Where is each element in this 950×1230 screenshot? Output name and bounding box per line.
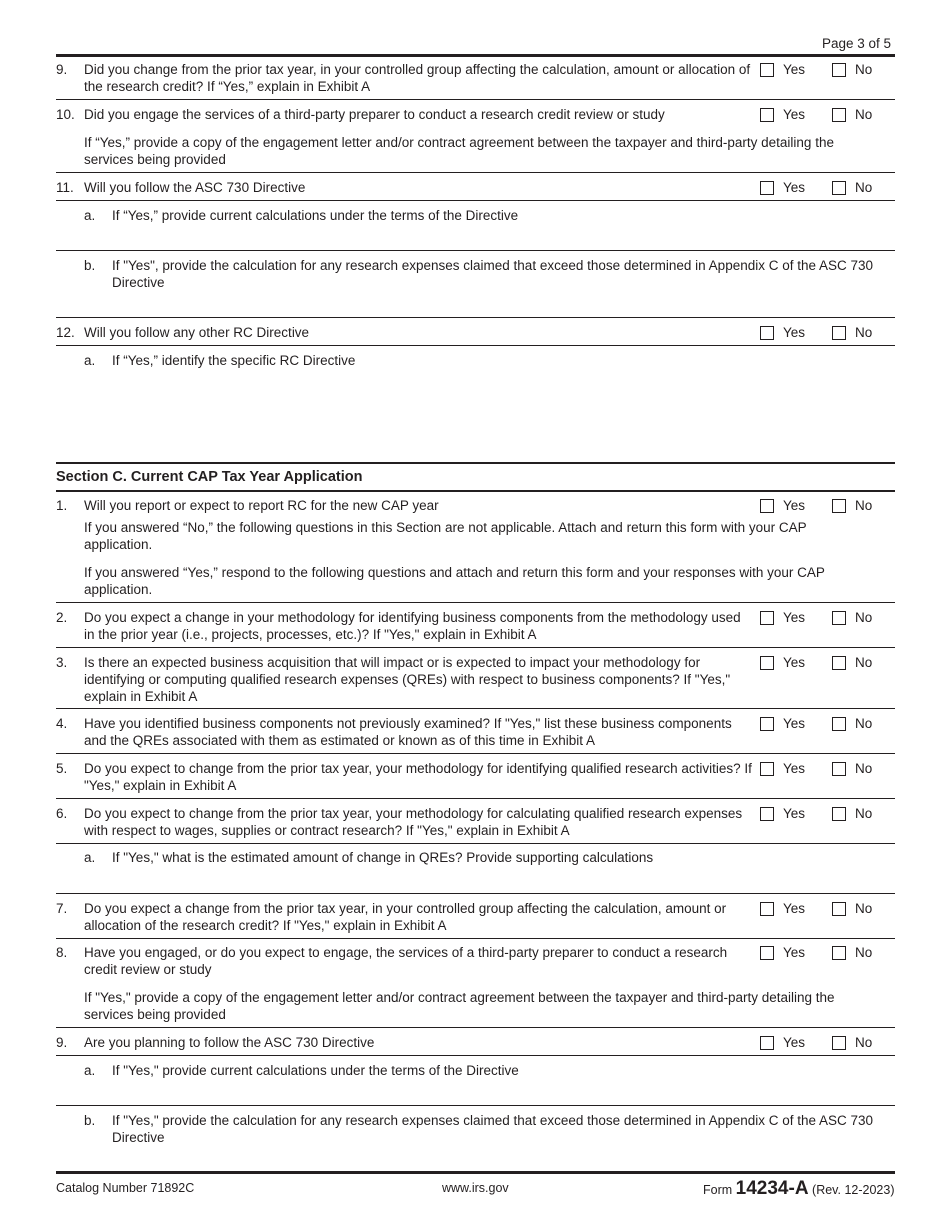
no-checkbox[interactable] [832, 902, 846, 916]
divider [56, 1105, 895, 1106]
yes-label: Yes [783, 806, 806, 821]
no-checkbox[interactable] [832, 181, 846, 195]
yes-no-group [760, 61, 895, 78]
yes-no-group [760, 900, 895, 917]
divider [56, 647, 895, 648]
yes-checkbox[interactable] [760, 762, 774, 776]
divider [56, 1027, 895, 1028]
divider [56, 798, 895, 799]
sub-question-letter: b. [84, 258, 96, 273]
question-number: 12. [56, 325, 75, 340]
yes-checkbox[interactable] [760, 807, 774, 821]
divider [56, 843, 895, 844]
question-number: 8. [56, 945, 68, 960]
question-number: 7. [56, 901, 68, 916]
no-checkbox[interactable] [832, 326, 846, 340]
question-note: If you answered “No,” the following questions in this Section are not applicable. Attach and return this form with your CAP application. [84, 520, 807, 552]
no-checkbox[interactable] [832, 499, 846, 513]
yes-label: Yes [783, 716, 806, 731]
no-checkbox[interactable] [832, 63, 846, 77]
question-text: Is there an expected business acquisition that will impact or is expected to impact your methodology for identifying or computing qualified research expenses (QREs) with respect to business components? If "Yes," explain in Exhibit A [84, 655, 731, 704]
yes-label: Yes [783, 107, 806, 122]
no-label: No [855, 610, 873, 625]
question-number: 9. [56, 1035, 68, 1050]
divider [56, 172, 895, 173]
divider [56, 602, 895, 603]
yes-checkbox[interactable] [760, 946, 774, 960]
question-text: Will you report or expect to report RC for the new CAP year [84, 498, 439, 513]
no-label: No [855, 716, 873, 731]
form-number: 14234-A [735, 1178, 809, 1199]
section-title: Section C. Current CAP Tax Year Application [56, 469, 363, 485]
yes-label: Yes [783, 180, 806, 195]
yes-no-group [760, 760, 895, 777]
no-checkbox[interactable] [832, 717, 846, 731]
question-text: Do you expect to change from the prior tax year, your methodology for calculating qualified research expenses with respect to wages, supplies or contract research? If "Yes," explain in Exhibit A [84, 806, 743, 838]
question-text: Did you engage the services of a third-party preparer to conduct a research credit review or study [84, 107, 665, 122]
yes-no-group [760, 609, 895, 626]
no-label: No [855, 180, 873, 195]
yes-no-group [760, 715, 895, 732]
no-label: No [855, 1035, 873, 1050]
question-note: If you answered “Yes,” respond to the following questions and attach and return this form and your responses with your CAP application. [84, 565, 825, 597]
yes-label: Yes [783, 761, 806, 776]
question-number: 5. [56, 761, 68, 776]
question-text: Are you planning to follow the ASC 730 Directive [84, 1035, 375, 1050]
yes-label: Yes [783, 610, 806, 625]
sub-question-text: If “Yes,” provide current calculations under the terms of the Directive [112, 208, 519, 223]
yes-checkbox[interactable] [760, 902, 774, 916]
no-checkbox[interactable] [832, 762, 846, 776]
yes-label: Yes [783, 498, 806, 513]
question-text: Do you expect to change from the prior tax year, your methodology for identifying qualified research activities? If "Yes," explain in Exhibit A [84, 761, 752, 793]
no-checkbox[interactable] [832, 807, 846, 821]
form-identifier [703, 1180, 894, 1199]
divider [56, 938, 895, 939]
yes-no-group [760, 805, 895, 822]
no-checkbox[interactable] [832, 946, 846, 960]
question-text: Have you identified business components not previously examined? If "Yes," list these business components and the QREs associated with them as estimated or known as of this time in Exhibit A [84, 716, 732, 748]
question-text: Have you engaged, or do you expect to engage, the services of a third-party preparer to conduct a research credit review or study [84, 945, 728, 977]
yes-checkbox[interactable] [760, 611, 774, 625]
yes-label: Yes [783, 655, 806, 670]
question-text: Do you expect a change from the prior tax year, in your controlled group affecting the calculation, amount or allocation of the research credit? If "Yes," explain in Exhibit A [84, 901, 727, 933]
no-label: No [855, 62, 873, 77]
sub-question-text: If “Yes,” identify the specific RC Directive [112, 353, 356, 368]
no-label: No [855, 107, 873, 122]
question-number: 9. [56, 62, 68, 77]
footer-rule [56, 1171, 895, 1174]
question-text: Will you follow the ASC 730 Directive [84, 180, 306, 195]
divider [56, 753, 895, 754]
catalog-number: Catalog Number 71892C [56, 1181, 195, 1195]
section-rule [56, 462, 895, 464]
yes-no-group [760, 654, 895, 671]
page-number: Page 3 of 5 [822, 36, 892, 51]
sub-question-text: If "Yes," provide the calculation for any research expenses claimed that exceed those determined in Appendix C of the ASC 730 Directive [112, 1113, 874, 1145]
question-note: If "Yes," provide a copy of the engagement letter and/or contract agreement between the taxpayer and third-party detailing the services being provided [84, 990, 835, 1022]
question-text: Did you change from the prior tax year, in your controlled group affecting the calculation, amount or allocation of the research credit? If “Yes,” explain in Exhibit A [84, 62, 751, 94]
divider [56, 893, 895, 894]
sub-question-text: If "Yes", provide the calculation for any research expenses claimed that exceed those determined in Appendix C of the ASC 730 Directive [112, 258, 874, 290]
question-number: 11. [56, 180, 74, 195]
question-number: 3. [56, 655, 68, 670]
divider [56, 1055, 895, 1056]
yes-label: Yes [783, 1035, 806, 1050]
yes-label: Yes [783, 945, 806, 960]
sub-question-letter: a. [84, 1063, 96, 1078]
no-label: No [855, 655, 873, 670]
yes-label: Yes [783, 62, 806, 77]
question-number: 2. [56, 610, 68, 625]
yes-checkbox[interactable] [760, 656, 774, 670]
form-revision: (Rev. 12-2023) [812, 1183, 895, 1197]
question-text: Do you expect a change in your methodology for identifying business components from the methodology used in the prior year (i.e., projects, processes, etc.)? If "Yes," explain in Exhibit A [84, 610, 741, 642]
yes-no-group [760, 944, 895, 961]
no-label: No [855, 761, 873, 776]
sub-question-letter: a. [84, 850, 96, 865]
sub-question-text: If "Yes," provide current calculations under the terms of the Directive [112, 1063, 519, 1078]
sub-question-text: If "Yes," what is the estimated amount of change in QREs? Provide supporting calculations [112, 850, 654, 865]
yes-checkbox[interactable] [760, 326, 774, 340]
question-number: 6. [56, 806, 68, 821]
yes-no-group [760, 106, 895, 123]
question-number: 1. [56, 498, 68, 513]
yes-label: Yes [783, 325, 806, 340]
form-prefix: Form [703, 1183, 733, 1197]
divider [56, 250, 895, 251]
no-label: No [855, 325, 873, 340]
sub-question-letter: a. [84, 353, 96, 368]
yes-no-group [760, 179, 895, 196]
no-label: No [855, 901, 873, 916]
no-checkbox[interactable] [832, 611, 846, 625]
yes-label: Yes [783, 901, 806, 916]
no-checkbox[interactable] [832, 108, 846, 122]
top-rule [56, 54, 895, 57]
question-text: Will you follow any other RC Directive [84, 325, 310, 340]
website-link[interactable]: www.irs.gov [442, 1181, 509, 1195]
no-label: No [855, 806, 873, 821]
yes-checkbox[interactable] [760, 499, 774, 513]
question-number: 10. [56, 107, 75, 122]
no-checkbox[interactable] [832, 1036, 846, 1050]
sub-question-letter: b. [84, 1113, 96, 1128]
divider [56, 345, 895, 346]
yes-checkbox[interactable] [760, 1036, 774, 1050]
yes-no-group [760, 324, 895, 341]
no-checkbox[interactable] [832, 656, 846, 670]
divider [56, 317, 895, 318]
divider [56, 200, 895, 201]
yes-checkbox[interactable] [760, 63, 774, 77]
section-rule [56, 490, 895, 492]
divider [56, 708, 895, 709]
yes-checkbox[interactable] [760, 181, 774, 195]
no-label: No [855, 498, 873, 513]
yes-checkbox[interactable] [760, 108, 774, 122]
question-number: 4. [56, 716, 68, 731]
yes-no-group [760, 1034, 895, 1051]
question-note: If “Yes,” provide a copy of the engagement letter and/or contract agreement between the taxpayer and third-party detailing the services being provided [84, 135, 834, 167]
yes-checkbox[interactable] [760, 717, 774, 731]
yes-no-group [760, 497, 895, 514]
divider [56, 99, 895, 100]
no-label: No [855, 945, 873, 960]
sub-question-letter: a. [84, 208, 96, 223]
